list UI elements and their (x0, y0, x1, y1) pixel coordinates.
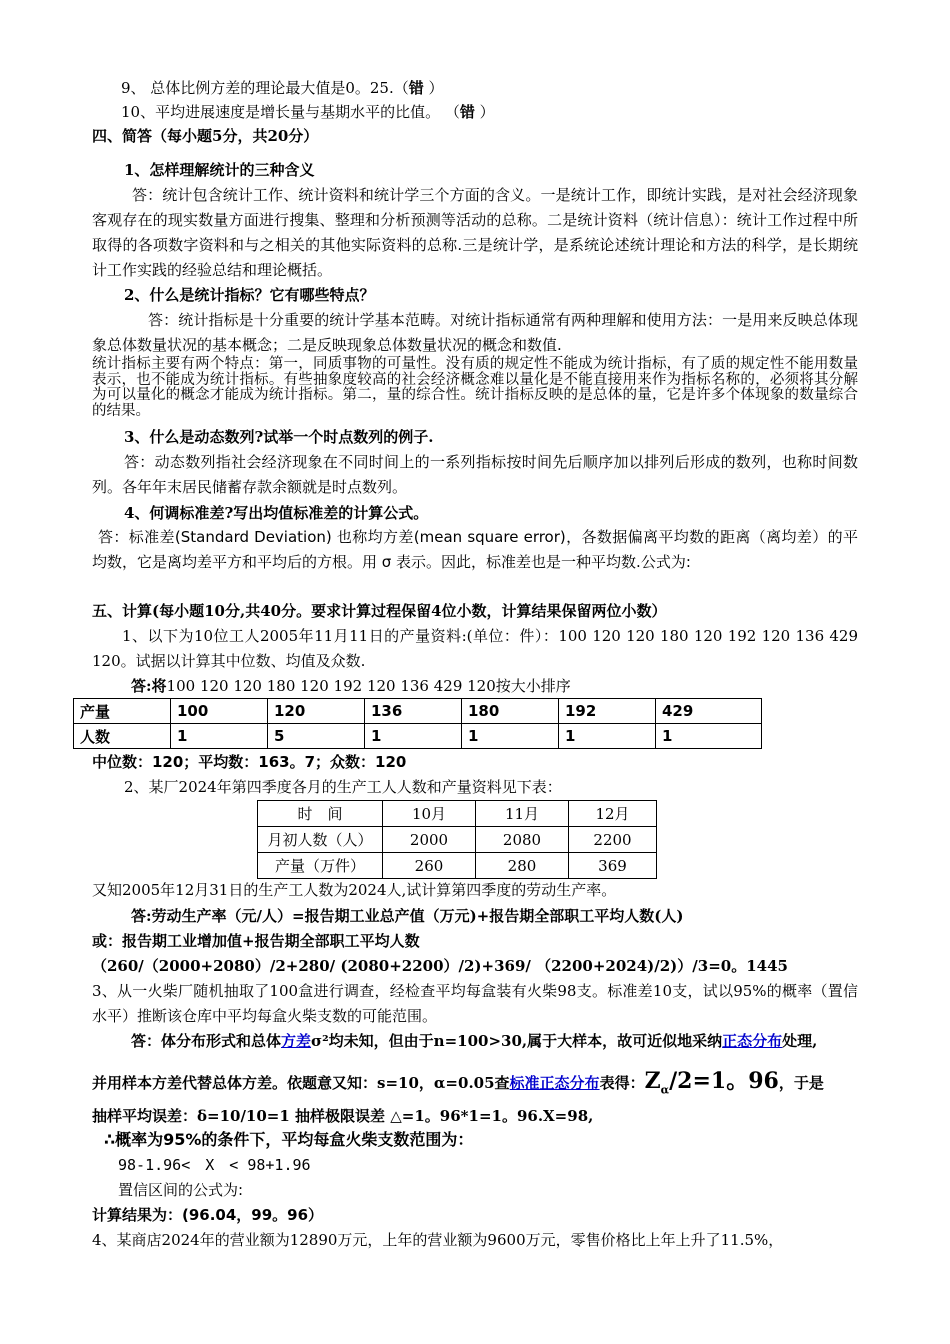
question-4: 4、何调标准差?写出均值标准差的计算公式。 (124, 504, 429, 522)
question-1: 1、怎样理解统计的三种含义 (124, 161, 315, 179)
calc-1-answer-label: 答:将 (131, 677, 167, 695)
table-header-cell: 11月 (476, 801, 569, 827)
calc-2-answer-3: （260/（2000+2080）/2+280/ (2080+2200）/2)+369/ （2200+2024)/2)）/3=0。1445 (92, 957, 788, 975)
calc-1-result: 中位数：120；平均数：163。7；众数：120 (92, 753, 407, 771)
table-cell: 136 (365, 699, 462, 724)
table-cell: 120 (268, 699, 365, 724)
table-cell: 人数 (74, 724, 171, 749)
table-cell: 2080 (476, 827, 569, 853)
answer-2: 答：统计指标是十分重要的统计学基本范畴。对统计指标通常有两种理解和使用方法：一是用来反映总体现象总体数量状况的基本概念；二是反映现象总体数量状况的概念和数值. (92, 311, 858, 354)
table-cell: 1 (656, 724, 762, 749)
judge-item-10-answer: 错 (459, 103, 475, 121)
judge-item-9-close: ） (423, 79, 444, 97)
calc-3-question: 3、从一火柴厂随机抽取了100盒进行调查，经检查平均每盒装有火柴98支。标准差10支，试以95%的概率（置信水平）推断该仓库中平均每盒火柴支数的可能范围。 (92, 982, 858, 1025)
calc-2-answer-2: 或：报告期工业增加值+报告期全部职工平均人数 (92, 932, 420, 950)
calc-3-answer-2 (92, 1068, 824, 1103)
judge-item-9 (121, 78, 444, 98)
table-cell: 429 (656, 699, 762, 724)
judge-item-10-close: ） (474, 103, 495, 121)
table-header-cell: 10月 (383, 801, 476, 827)
calc-3-answer-2-mid: 表得： (599, 1074, 645, 1092)
table-cell: 产量（万件） (258, 853, 383, 879)
question-3: 3、什么是动态数列?试举一个时点数列的例子. (124, 428, 434, 446)
answer-4: 答：标准差(Standard Deviation) 也称均方差(mean square error)，各数据偏离平均数的距离（离均差）的平均数，它是离均差平方和平均后的方根。用 σ 表示。因此，标准差也是一种平均数.公式为: (92, 528, 858, 571)
calc-3-answer-2-pre: 并用样本方差代替总体方差。依题意又知：s=10，α=0.05查 (92, 1074, 510, 1092)
calc-3-formula-label: 置信区间的公式为: (118, 1181, 244, 1199)
calc-1-answer (131, 676, 571, 696)
table-header-cell: 时 间 (258, 801, 383, 827)
normal-distribution-link[interactable]: 正态分布 (722, 1032, 783, 1050)
section-5-title: 五、计算(每小题10分,共40分。要求计算过程保留4位小数，计算结果保留两位小数） (92, 602, 667, 620)
table-cell: 1 (462, 724, 559, 749)
calc-2-question: 2、某厂2024年第四季度各月的生产工人人数和产量资料见下表： (124, 778, 562, 796)
section-4-title: 四、简答（每小题5分，共20分） (92, 127, 319, 145)
calc-3-answer-1 (131, 1031, 817, 1051)
table-row (258, 853, 657, 879)
calc-3-interval: 98-1.96< X < 98+1.96 (118, 1156, 311, 1174)
table-cell: 5 (268, 724, 365, 749)
table-cell: 100 (171, 699, 268, 724)
calc-4-question: 4、某商店2024年的营业额为12890万元，上年的营业额为9600万元，零售价格比上年上升了11.5%， (92, 1231, 784, 1249)
table-cell: 280 (476, 853, 569, 879)
table-cell: 1 (365, 724, 462, 749)
table-header-cell: 12月 (569, 801, 657, 827)
table-row (74, 724, 762, 749)
calc-3-answer-3: 抽样平均误差：δ=10/10=1 抽样极限误差 △=1。96*1=1。96.X=98, (92, 1107, 594, 1125)
calc-1-question: 1、以下为10位工人2005年11月11日的产量资料:(单位：件）：100 120 120 180 120 192 120 136 429 120。试据以计算其中位数、均值及众数. (92, 627, 858, 670)
table-cell: 2000 (383, 827, 476, 853)
frequency-table (73, 698, 762, 749)
judge-item-9-answer: 错 (408, 79, 424, 97)
judge-item-10-text: 10、平均进展速度是增长量与基期水平的比值。 （ (121, 103, 460, 121)
answer-1: 答：统计包含统计工作、统计资料和统计学三个方面的含义。一是统计工作，即统计实践，是对社会经济现象客观存在的现实数量方面进行搜集、整理和分析预测等活动的总称。二是统计资料（统计信息）：统计工作过程中所取得的各项数字资料和与之相关的其他实际资料的总称.三是统计学，是系统论述统计理论和方法的科学，是长期统计工作实践的经验总结和理论概括。 (92, 186, 858, 279)
calc-3-answer-1-post: 处理, (782, 1032, 818, 1050)
calc-3-result: 计算结果为：(96.04，99。96） (92, 1206, 324, 1224)
alpha-subscript: α (660, 1083, 670, 1097)
table-cell: 1 (171, 724, 268, 749)
judge-item-9-text: 9、 总体比例方差的理论最大值是0。25.（ (121, 79, 409, 97)
table-cell: 产量 (74, 699, 171, 724)
calc-2-answer-1: 答:劳动生产率（元/人）=报告期工业总产值（万元)+报告期全部职工平均人数(人) (131, 907, 684, 925)
z-value (644, 1068, 779, 1097)
answer-2-features: 统计指标主要有两个特点：第一，同质事物的可量性。没有质的规定性不能成为统计指标，有了质的规定性不能用数量表示，也不能成为统计指标。有些抽象度较高的社会经济概念难以量化是不能直接用来作为指标名称的，必须将其分解为可以量化的概念才能成为统计指标。第二，量的综合性。统计指标反映的是总体的量，它是许多个体现象的数量综合的结果。 (92, 356, 858, 419)
standard-normal-link[interactable]: 标准正态分布 (509, 1074, 600, 1092)
table-cell: 180 (462, 699, 559, 724)
judge-item-10 (121, 102, 495, 122)
calc-2-note: 又知2005年12月31日的生产工人数为2024人,试计算第四季度的劳动生产率。 (92, 881, 617, 899)
variance-link[interactable]: 方差 (281, 1032, 312, 1050)
table-cell: 月初人数（人） (258, 827, 383, 853)
calc-3-answer-2-post: ，于是 (778, 1074, 824, 1092)
table-row (74, 699, 762, 724)
z-result: /2=1。96 (669, 1068, 779, 1094)
calc-3-answer-1-pre: 答：体分布形式和总体 (131, 1032, 282, 1050)
table-row (258, 801, 657, 827)
table-row (258, 827, 657, 853)
answer-3: 答：动态数列指社会经济现象在不同时间上的一系列指标按时间先后顺序加以排列后形成的数列，也称时间数列。各年年末居民储蓄存款余额就是时点数列。 (92, 453, 858, 496)
calc-3-answer-4: ∴概率为95%的条件下，平均每盒火柴支数范围为： (104, 1130, 474, 1149)
table-cell: 192 (559, 699, 656, 724)
calc-1-answer-rest: 100 120 120 180 120 192 120 136 429 120按大小排序 (166, 677, 571, 695)
z-symbol: Z (644, 1068, 661, 1094)
calc-3-answer-1-mid: σ²均未知，但由于n=100>30,属于大样本，故可近似地采纳 (311, 1032, 723, 1050)
question-2: 2、什么是统计指标？它有哪些特点？ (124, 286, 375, 304)
table-cell: 369 (569, 853, 657, 879)
table-cell: 1 (559, 724, 656, 749)
production-table (257, 800, 657, 879)
table-cell: 260 (383, 853, 476, 879)
table-cell: 2200 (569, 827, 657, 853)
